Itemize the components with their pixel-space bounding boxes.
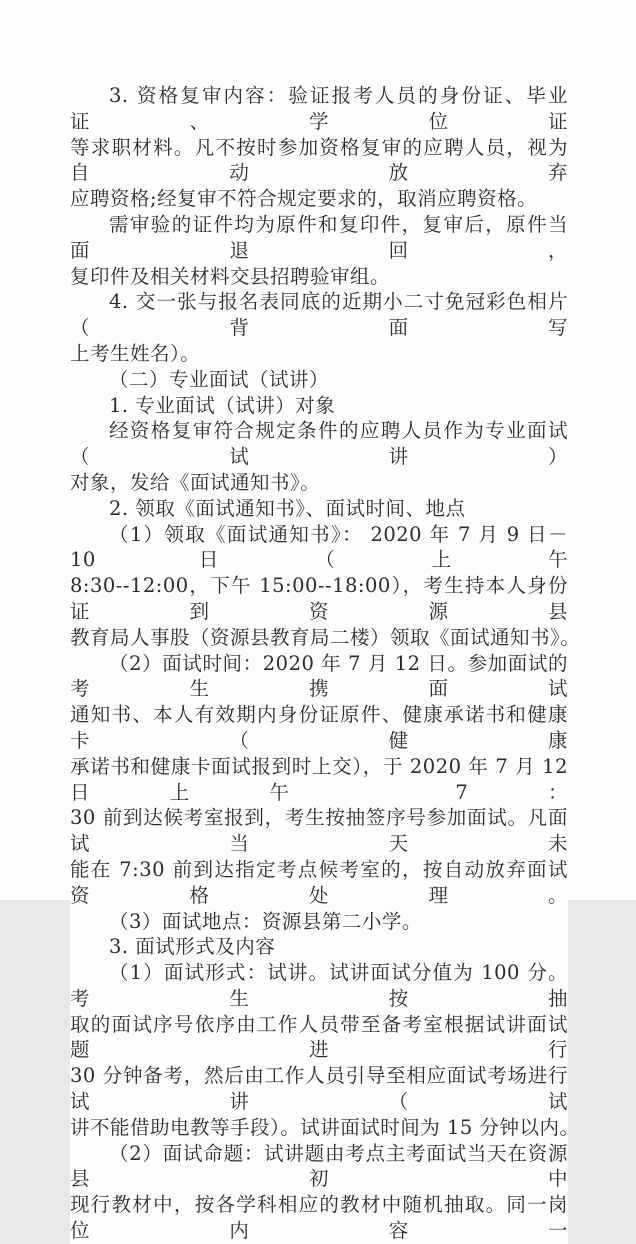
text-line: （1）领取《面试通知书》： 2020 年 7 月 9 日－10 日（上午 <box>70 522 568 572</box>
text-line: （3）面试地点：资源县第二小学。 <box>109 909 422 933</box>
text-line: 能在 7:30 前到达指定考点候考室的，按自动放弃面试资格处理。 <box>70 857 568 907</box>
text-line: 教育局人事股（资源县教育局二楼）领取《面试通知书》。 <box>70 625 581 649</box>
text-line: 8:30--12:00，下午 15:00--18:00），考生持本人身份证到资源县 <box>70 574 568 623</box>
text-line: 讲不能借助电教等手段）。试讲面试时间为 15 分钟以内。 <box>70 1115 580 1139</box>
text-line: 对象，发给《面试通知书》。 <box>70 470 321 494</box>
text-line: 复印件及相关材料交县招聘验审组。 <box>70 264 391 288</box>
text-line: 经资格复审符合规定条件的应聘人员作为专业面试（试讲） <box>70 419 568 469</box>
document-text-block <box>70 83 581 1244</box>
text-line: （2）面试时间：2020 年 7 月 12 日。参加面试的考生携面试 <box>70 651 568 701</box>
text-line: 3. 资格复审内容：验证报考人员的身份证、毕业证、学位证 <box>70 84 568 133</box>
text-line: （2）面试命题：试讲题由考点主考面试当天在资源县初中 <box>70 1141 568 1191</box>
text-line: 30 分钟备考，然后由工作人员引导至相应面试考场进行试讲（试 <box>70 1064 568 1114</box>
text-line: 承诺书和健康卡面试报到时上交），于 2020 年 7 月 12 日上午 7： <box>70 754 568 804</box>
text-line: 等求职材料。凡不按时参加资格复审的应聘人员，视为自动放弃 <box>70 135 568 185</box>
text-line: （二）专业面试（试讲） <box>109 367 330 391</box>
text-line: 通知书、本人有效期内身份证原件、健康承诺书和健康卡（健康 <box>70 703 568 752</box>
text-line: 取的面试序号依序由工作人员带至备考室根据试讲面试题进行 <box>70 1012 568 1062</box>
text-line: 3. 面试形式及内容 <box>109 935 276 959</box>
text-line: 现行教材中，按各学科相应的教材中随机抽取。同一岗位内容一 <box>70 1193 568 1243</box>
text-line: 2. 领取《面试通知书》、面试时间、地点 <box>109 496 466 520</box>
text-line: （1）面试形式：试讲。试讲面试分值为 100 分。考生按抽 <box>70 961 568 1010</box>
text-line: 1. 专业面试（试讲）对象 <box>109 393 336 417</box>
text-line: 应聘资格;经复审不符合规定要求的，取消应聘资格。 <box>70 187 538 211</box>
text-line: 4. 交一张与报名表同底的近期小二寸免冠彩色相片（背面写 <box>70 290 568 340</box>
text-line: 需审验的证件均为原件和复印件，复审后，原件当面退回， <box>70 212 568 262</box>
text-line: 30 前到达候考室报到，考生按抽签序号参加面试。凡面试当天未 <box>70 806 568 856</box>
text-line: 上考生姓名）。 <box>70 341 201 365</box>
